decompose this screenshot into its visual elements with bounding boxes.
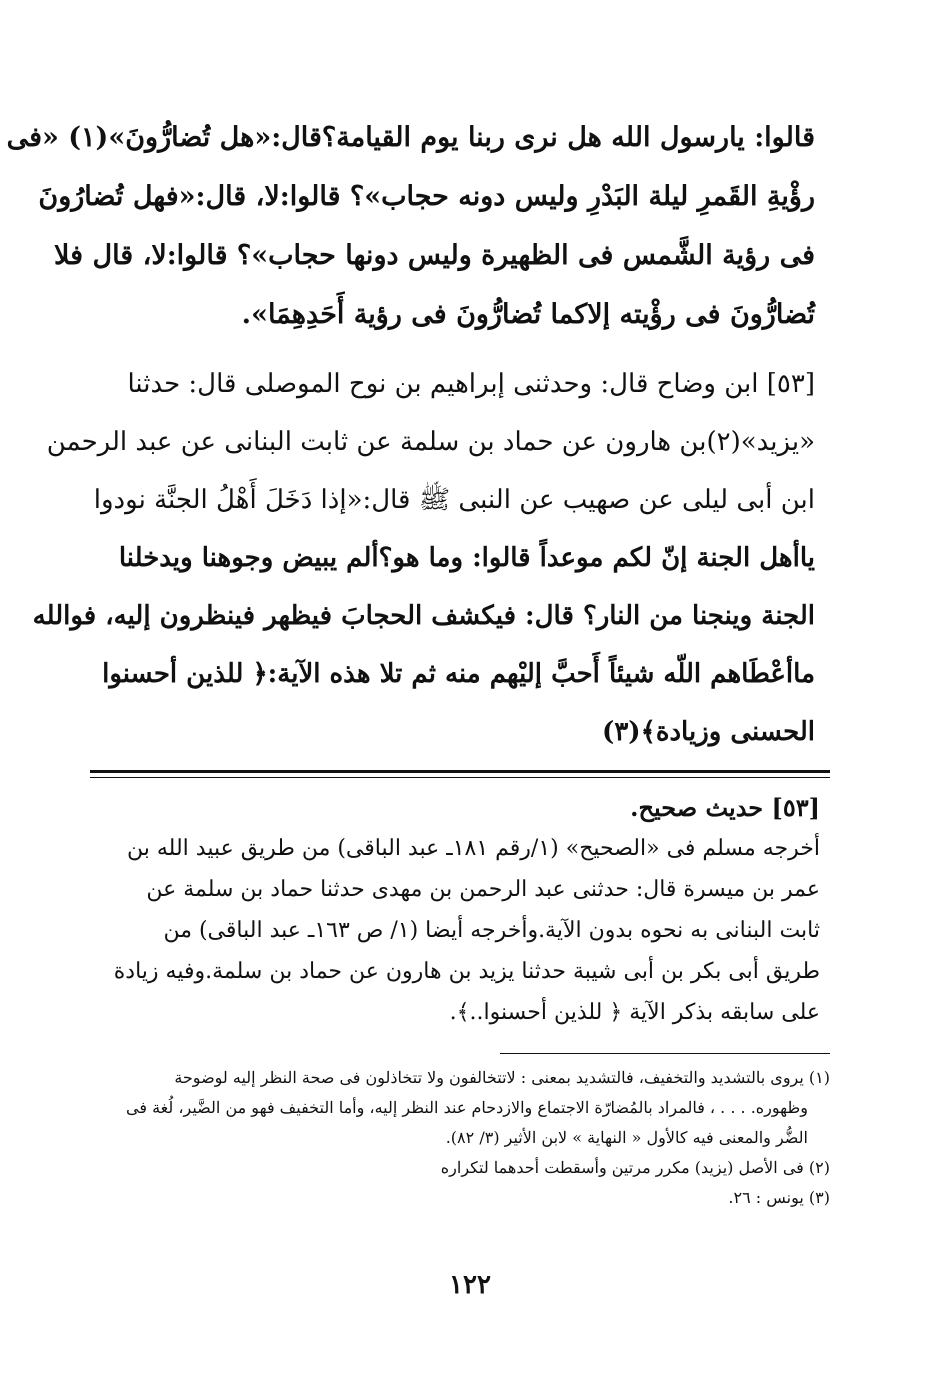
separator-rule xyxy=(90,770,830,773)
takhrij-heading: [٥٣] حديث صحيح. xyxy=(630,793,820,822)
text-line: ابن أبى ليلى عن صهيب عن النبى ﷺ قال:«إذا دَخَلَ أَهْلُ الجنَّة نودوا xyxy=(93,485,815,515)
text-line: قالوا: يارسول الله هل نرى ربنا يوم القيامة؟قال:«هل تُضارُّونَ»(١) «فى xyxy=(6,122,815,153)
text-line: عمر بن ميسرة قال: حدثنى عبد الرحمن بن مهدى حدثنا حماد بن سلمة عن xyxy=(146,877,820,902)
footnote-1: (١) يروى بالتشديد والتخفيف، فالتشديد بمعنى : لاتتخالفون ولا تتخاذلون فى صحة النظر إليه لوضوحة xyxy=(174,1068,830,1087)
text-line: تُضارُّونَ فى رؤْيته إلاكما تُضارُّونَ فى رؤية أَحَدِهِمَا». xyxy=(241,299,815,330)
text-line: على سابقه بذكر الآية ﴿ للذين أحسنوا..﴾. xyxy=(449,1000,820,1025)
takhrij-body xyxy=(95,828,820,1033)
footnote-1-continuation: وظهوره. . . . ، فالمراد بالمُضارّة الاجتماع والازدحام عند النظر إليه، وأما التخفيف فهو من الضَّير، لُغة فى xyxy=(126,1098,808,1117)
hadith-paragraph-1 xyxy=(6,108,815,344)
footnotes xyxy=(90,1063,830,1213)
text-line: الحسنى وزيادة﴾(٣) xyxy=(602,717,815,747)
text-line: [٥٣] ابن وضاح قال: وحدثنى إبراهيم بن نوح الموصلى قال: حدثنا xyxy=(127,369,815,399)
text-line: «يزيد»(٢)بن هارون عن حماد بن سلمة عن ثابت البنانى عن عبد الرحمن xyxy=(46,427,815,457)
text-line: فى رؤية الشَّمس فى الظهيرة وليس دونها حجاب»؟ قالوا:لا، قال فلا xyxy=(54,240,815,271)
text-line: ياأهل الجنة إنّ لكم موعداً قالوا: وما هو؟ألم يبيض وجوهنا ويدخلنا xyxy=(118,543,815,573)
text-line: طريق أبى بكر بن أبى شيبة حدثنا يزيد بن هارون عن حماد بن سلمة.وفيه زيادة xyxy=(113,959,820,984)
footnote-1-continuation: الضُّر والمعنى فيه كالأول « النهاية » لابن الأثير (٣/ ٨٢). xyxy=(445,1128,808,1147)
footnote-rule xyxy=(500,1053,830,1054)
text-line: أخرجه مسلم فى «الصحيح» (١/رقم ١٨١ـ عبد الباقى) من طريق عبيد الله بن xyxy=(127,836,820,861)
hadith-paragraph-2 xyxy=(32,355,815,761)
text-line: رؤْيةِ القَمرِ ليلة البَدْرِ وليس دونه حجاب»؟ قالوا:لا، قال:«فهل تُضارُونَ xyxy=(38,181,815,212)
separator-rule xyxy=(90,777,830,778)
text-line: الجنة وينجنا من النار؟ قال: فيكشف الحجابَ فيظهر فينظرون إليه، فوالله xyxy=(32,601,815,631)
footnote-2: (٢) فى الأصل (يزيد) مكرر مرتين وأسقطت أحدهما لتكراره xyxy=(440,1158,830,1177)
text-line: ماأعْطَاهم اللّه شيئاً أَحبَّ إليْهم منه ثم تلا هذه الآية:﴿ للذين أحسنوا xyxy=(102,659,815,689)
footnote-3: (٣) يونس : ٢٦. xyxy=(728,1188,830,1207)
page-number: ١٢٢ xyxy=(449,1270,491,1300)
text-line: ثابت البنانى به نحوه بدون الآية.وأخرجه أيضا (١/ ص ١٦٣ـ عبد الباقى) من xyxy=(163,918,820,943)
